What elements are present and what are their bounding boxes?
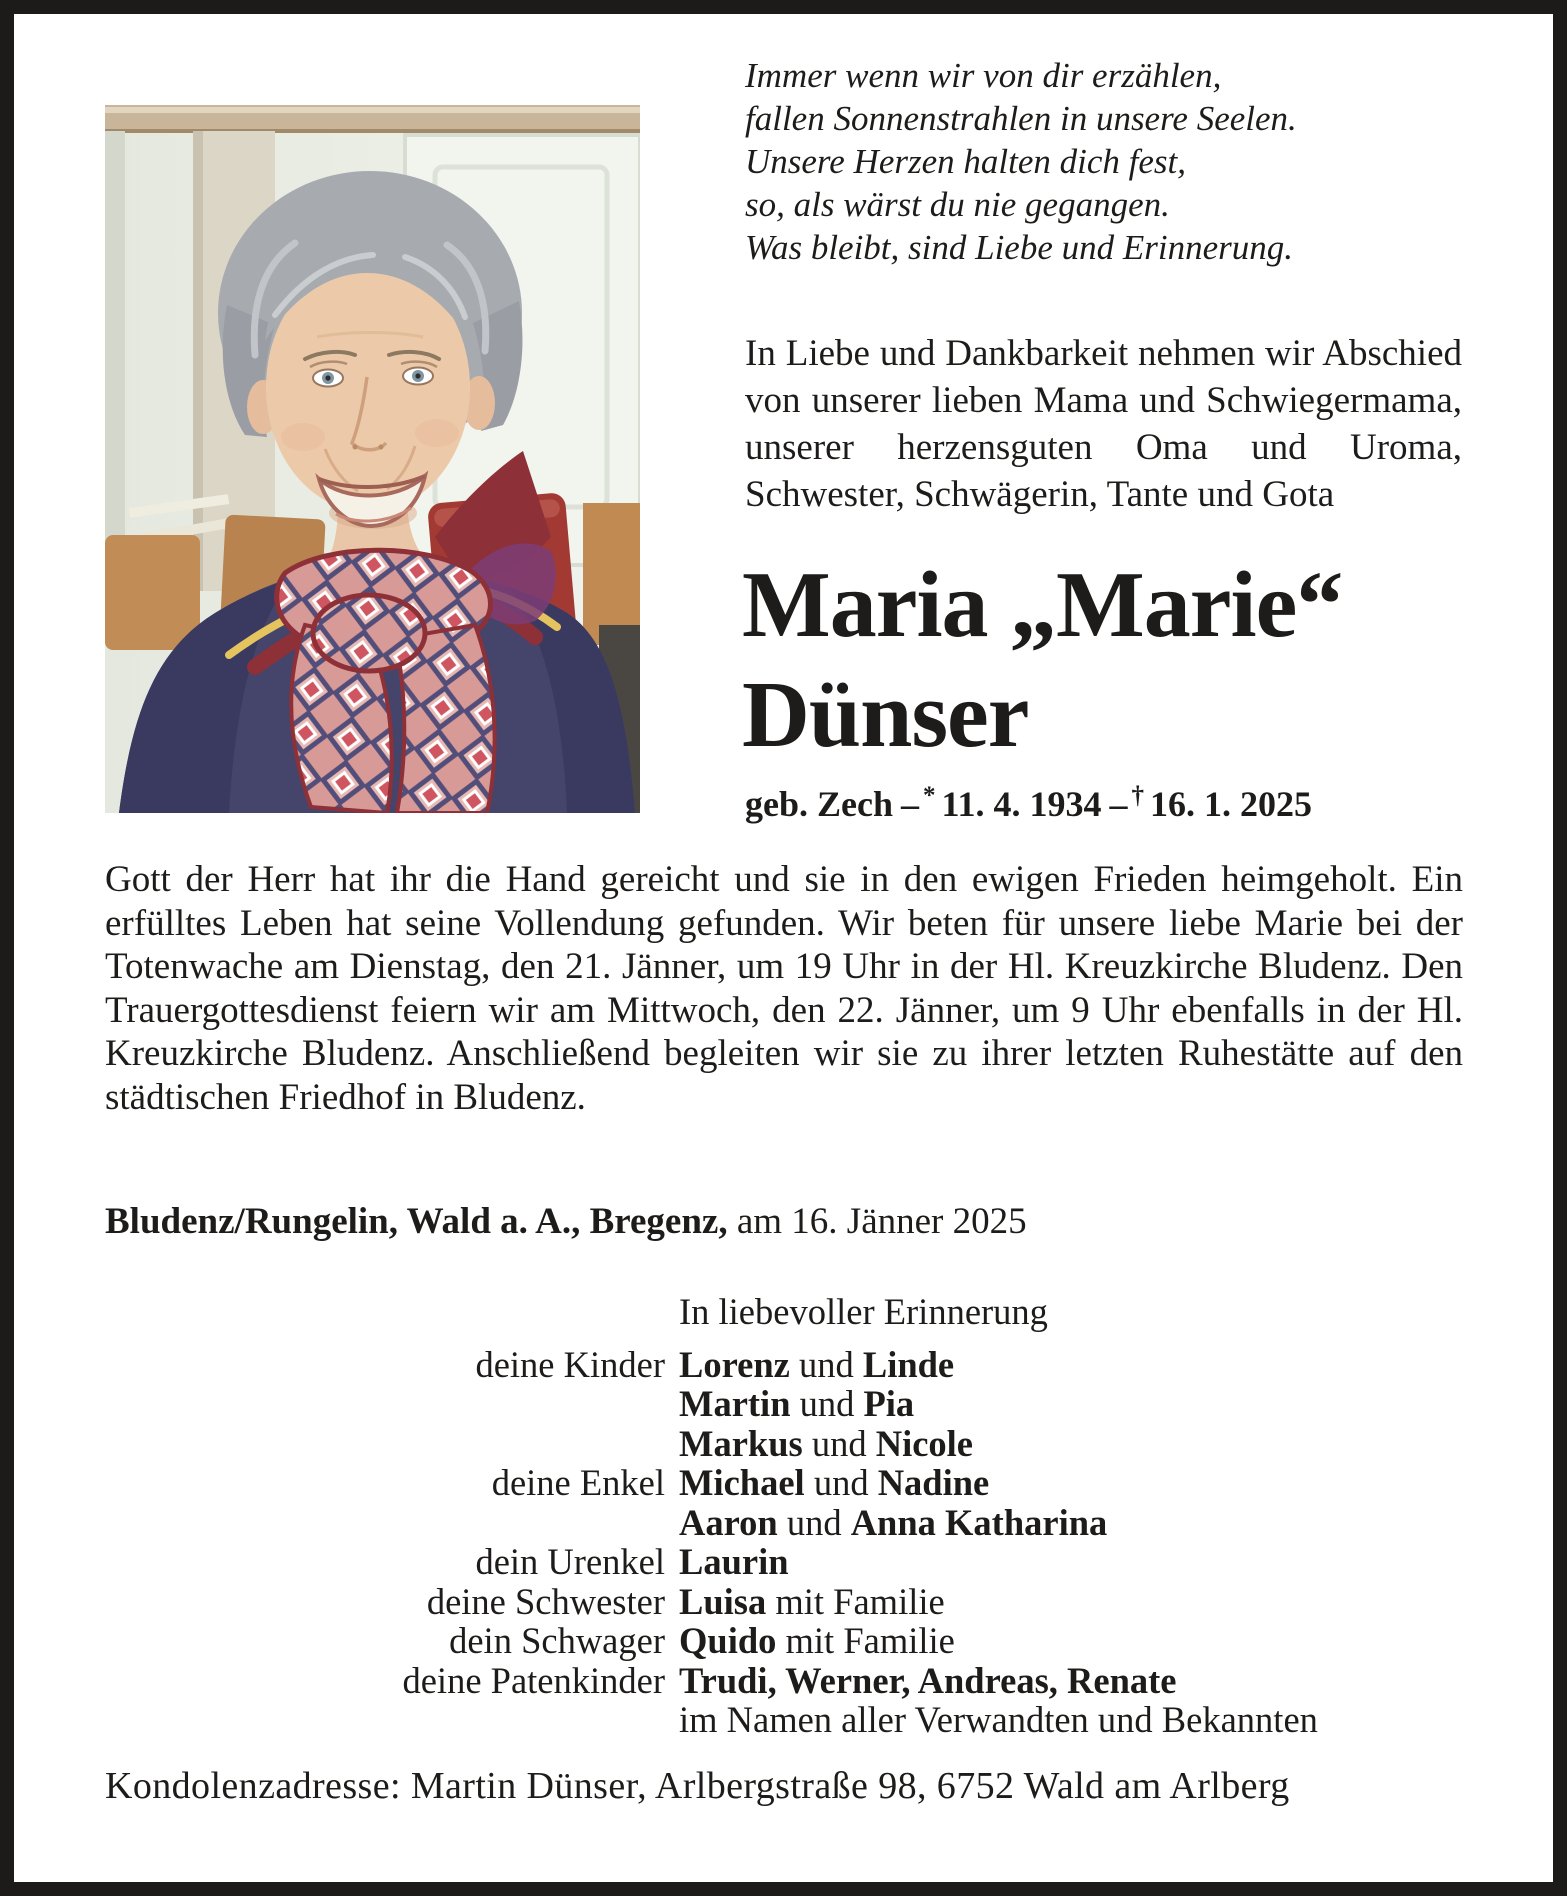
- poem-line: so, als wärst du nie gegangen.: [745, 185, 1170, 224]
- places-bold: Bludenz/Rungelin, Wald a. A., Bregenz,: [105, 1201, 728, 1242]
- maiden-name: geb. Zech: [745, 784, 893, 824]
- mourners-list: [105, 1292, 1463, 1740]
- portrait-illustration: [105, 105, 640, 813]
- mourner-relation-label: [105, 1384, 665, 1424]
- mourner-relation-label: deine Patenkinder: [402, 1659, 665, 1701]
- death-symbol: †: [1131, 782, 1145, 809]
- mourner-relation-label: deine Kinder: [475, 1343, 665, 1385]
- life-dates: [745, 782, 1312, 825]
- poem-line: Was bleibt, sind Liebe und Erinnerung.: [745, 228, 1294, 267]
- mourner-relation-label: deine Schwester: [426, 1580, 665, 1622]
- mourner-names: Quido mit Familie: [679, 1620, 955, 1661]
- mourner-relation-label: deine Enkel: [491, 1462, 665, 1503]
- poem-line: Immer wenn wir von dir erzählen,: [745, 56, 1222, 95]
- place-date-line: [105, 1200, 1027, 1243]
- announcement-text: Gott der Herr hat ihr die Hand gereicht und sie in den ewigen Frieden heimgeholt. Ein erfülltes Leben hat seine Vollendung gefunden. Wir beten für unsere liebe Marie bei der Totenwache am Dienstag, den 21. Jänner, um 19 Uhr in der Hl. Kreuzkirche Bludenz. Den Trauergottesdienst feiern wir am Mittwoch, den 22. Jänner, um 9 Uhr ebenfalls in der Hl. Kreuzkirche Bludenz. Anschließend begleiten wir sie zu ihrer letzten Ruhestätte auf den städtischen Friedhof in Bludenz.: [105, 859, 1463, 1118]
- poem-line: fallen Sonnenstrahlen in unsere Seelen.: [745, 99, 1297, 138]
- mourner-names: Lorenz und Linde: [679, 1343, 955, 1385]
- mourner-names: Trudi, Werner, Andreas, Renate: [679, 1659, 1177, 1701]
- poem-line: Unsere Herzen halten dich fest,: [745, 142, 1186, 181]
- farewell-intro: In Liebe und Dankbarkeit nehmen wir Abschied von unserer lieben Mama und Schwiegermama, unserer herzensguten Oma und Uroma, Schwester, Schwägerin, Tante und Gota: [745, 333, 1462, 515]
- notice-date: am 16. Jänner 2025: [736, 1201, 1027, 1242]
- mourner-relation-label: dein Schwager: [449, 1620, 665, 1661]
- mourner-names: Markus und Nicole: [679, 1422, 974, 1464]
- mourner-relation-label: [105, 1503, 665, 1543]
- remembrance-heading: In liebevoller Erinnerung: [679, 1291, 1048, 1332]
- deceased-name-line1: Maria „Marie“: [742, 553, 1343, 657]
- birth-symbol: *: [923, 782, 936, 809]
- dash: –: [901, 784, 919, 824]
- death-date: 16. 1. 2025: [1150, 784, 1313, 824]
- mourner-relation-label: [105, 1424, 665, 1464]
- mourner-names: Laurin: [679, 1541, 789, 1582]
- birth-date: 11. 4. 1934: [941, 784, 1102, 824]
- portrait-photo: [105, 105, 640, 813]
- condolence-address: Kondolenzadresse: Martin Dünser, Arlbergstraße 98, 6752 Wald am Arlberg: [105, 1765, 1290, 1807]
- deceased-name: [742, 550, 1512, 770]
- dash: –: [1109, 784, 1128, 824]
- memorial-poem: [745, 54, 1465, 269]
- mourner-names: Martin und Pia: [679, 1383, 915, 1424]
- mourner-names: Luisa mit Familie: [679, 1580, 945, 1622]
- mourner-names: im Namen aller Verwandten und Bekannten: [679, 1699, 1318, 1740]
- deceased-name-line2: Dünser: [742, 663, 1029, 767]
- mourner-relation-label: dein Urenkel: [475, 1541, 665, 1582]
- mourner-relation-label: [105, 1700, 665, 1740]
- mourner-names: Michael und Nadine: [679, 1462, 990, 1503]
- mourner-names: Aaron und Anna Katharina: [679, 1501, 1108, 1543]
